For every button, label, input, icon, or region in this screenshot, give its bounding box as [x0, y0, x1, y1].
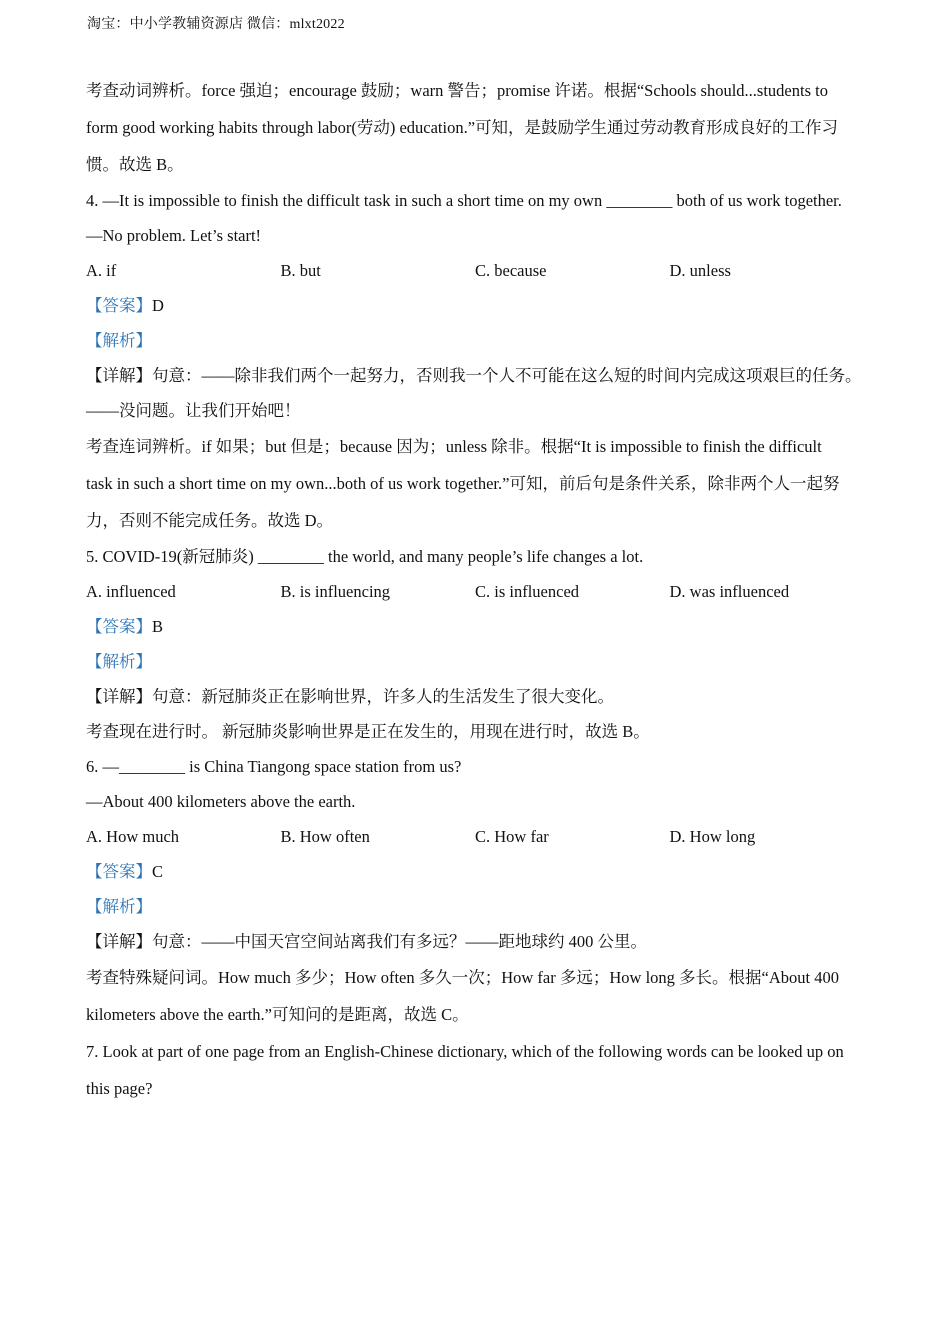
q4-options — [86, 253, 876, 288]
page-header: 淘宝：中小学教辅资源店 微信：mlxt2022 — [87, 17, 345, 32]
q6-explain-line-1: 考查特殊疑问词。How much 多少；How often 多久一次；How far 多远；How long 多长。根据“About 400 — [86, 968, 839, 987]
q6-option-b: B. How often — [280, 827, 370, 846]
q5-option-c: C. is influenced — [475, 582, 580, 601]
q4-detail-line-2: ——没问题。让我们开始吧！ — [86, 401, 301, 420]
q3-analysis-line-2: form good working habits through labor(劳动) education.”可知，是鼓励学生通过劳动教育形成良好的工作习 — [86, 118, 839, 137]
q5-stem-line-1: 5. COVID-19(新冠肺炎) ________ the world, and many people’s life changes a lot. — [86, 547, 644, 566]
q6-detail-line-1: 【详解】句意：——中国天宫空间站离我们有多远？——距地球约 400 公里。 — [86, 932, 647, 951]
q5-option-a: A. influenced — [86, 582, 176, 601]
q4-analysis-label: 【解析】 — [86, 331, 152, 350]
q6-answer — [86, 854, 876, 889]
document-body — [86, 72, 876, 1107]
q5-answer — [86, 609, 876, 644]
q5-answer-value: B — [152, 617, 164, 636]
q6-option-d: D. How long — [669, 827, 756, 846]
q4-option-b: B. but — [280, 261, 321, 280]
q4-stem-line-1: 4. —It is impossible to finish the difficult task in such a short time on my own ________ both of us work together. — [86, 191, 842, 210]
q4-answer — [86, 288, 876, 323]
q6-analysis-label: 【解析】 — [86, 897, 152, 916]
q6-stem-line-1: 6. —________ is China Tiangong space station from us? — [86, 757, 462, 776]
q6-options — [86, 819, 876, 854]
q4-option-a: A. if — [86, 261, 117, 280]
q5-option-b: B. is influencing — [280, 582, 391, 601]
q4-explain-line-1: 考查连词辨析。if 如果；but 但是；because 因为；unless 除非。根据“It is impossible to finish the difficult — [86, 437, 822, 456]
q4-option-c: C. because — [475, 261, 547, 280]
q4-explain-line-2: task in such a short time on my own...both of us work together.”可知，前后句是条件关系，除非两个人一起努 — [86, 474, 840, 493]
q6-answer-value: C — [152, 862, 164, 881]
q4-detail-line-1: 【详解】句意：——除非我们两个一起努力，否则我一个人不可能在这么短的时间内完成这项艰巨的任务。 — [86, 366, 862, 385]
q6-option-a: A. How much — [86, 827, 180, 846]
q6-option-c: C. How far — [475, 827, 549, 846]
q6-answer-label: 【答案】 — [86, 862, 152, 881]
q3-analysis-line-3: 惯。故选 B。 — [86, 155, 184, 174]
q6-explain-line-2: kilometers above the earth.”可知问的是距离，故选 C。 — [86, 1005, 469, 1024]
q5-analysis-label: 【解析】 — [86, 652, 152, 671]
q3-analysis-line-1: 考查动词辨析。force 强迫；encourage 鼓励；warn 警告；promise 许诺。根据“Schools should...students to — [86, 81, 828, 100]
q4-explain-line-3: 力，否则不能完成任务。故选 D。 — [86, 511, 334, 530]
q4-stem-line-2: —No problem. Let’s start! — [86, 226, 262, 245]
q5-explain-line-1: 考查现在进行时。 新冠肺炎影响世界是正在发生的，用现在进行时，故选 B。 — [86, 722, 650, 741]
q4-answer-value: D — [152, 296, 164, 315]
q7-stem-line-2: this page? — [86, 1079, 153, 1098]
q5-option-d: D. was influenced — [669, 582, 790, 601]
q5-options — [86, 574, 876, 609]
q5-detail-line-1: 【详解】句意：新冠肺炎正在影响世界，许多人的生活发生了很大变化。 — [86, 687, 614, 706]
q7-stem-line-1: 7. Look at part of one page from an English-Chinese dictionary, which of the following words can be looked up on — [86, 1042, 844, 1061]
q4-option-d: D. unless — [669, 261, 731, 280]
q5-answer-label: 【答案】 — [86, 617, 152, 636]
q4-answer-label: 【答案】 — [86, 296, 152, 315]
q6-stem-line-2: —About 400 kilometers above the earth. — [86, 792, 356, 811]
